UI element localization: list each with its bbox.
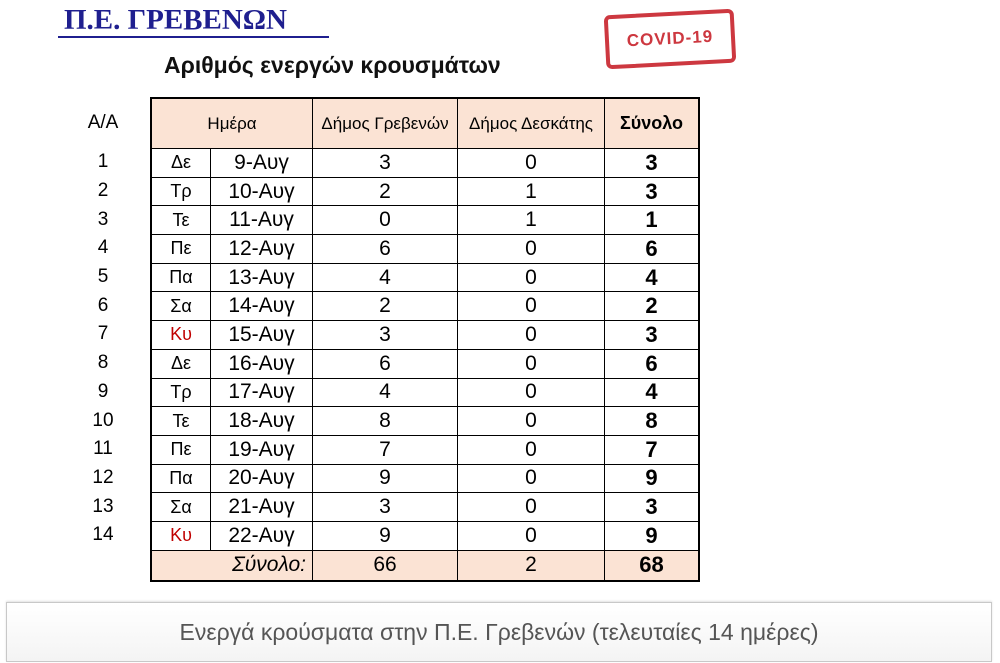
cell-date: 15-Αυγ bbox=[211, 321, 313, 350]
cell-deskati: 0 bbox=[458, 235, 605, 264]
table-row bbox=[151, 321, 699, 350]
table-row bbox=[151, 493, 699, 522]
covid-stamp: COVID-19 bbox=[604, 9, 737, 70]
row-index: 3 bbox=[97, 208, 109, 230]
cell-deskati: 0 bbox=[458, 435, 605, 464]
cell-date: 21-Αυγ bbox=[211, 493, 313, 522]
table-row bbox=[151, 521, 699, 550]
cell-deskati: 0 bbox=[458, 263, 605, 292]
cell-total: 9 bbox=[605, 521, 700, 550]
cell-date: 17-Αυγ bbox=[211, 378, 313, 407]
cell-deskati: 1 bbox=[458, 206, 605, 235]
cell-weekday: Τρ bbox=[151, 177, 211, 206]
header-deskati: Δήμος Δεσκάτης bbox=[458, 98, 605, 149]
index-column-header: Α/Α bbox=[87, 112, 119, 133]
cell-date: 20-Αυγ bbox=[211, 464, 313, 493]
cell-date: 14-Αυγ bbox=[211, 292, 313, 321]
cell-deskati: 0 bbox=[458, 292, 605, 321]
cell-total: 9 bbox=[605, 464, 700, 493]
table-header-row bbox=[151, 98, 699, 149]
cell-date: 10-Αυγ bbox=[211, 177, 313, 206]
table-row bbox=[151, 378, 699, 407]
cell-grevena: 6 bbox=[313, 349, 458, 378]
cell-total: 6 bbox=[605, 235, 700, 264]
cell-weekday: Τε bbox=[151, 206, 211, 235]
cell-total: 8 bbox=[605, 407, 700, 436]
row-index: 7 bbox=[97, 323, 109, 345]
page-title: Π.Ε. ΓΡΕΒΕΝΩΝ bbox=[58, 4, 329, 38]
cell-deskati: 0 bbox=[458, 149, 605, 178]
cell-grevena: 8 bbox=[313, 407, 458, 436]
cell-total: 3 bbox=[605, 493, 700, 522]
cell-deskati: 0 bbox=[458, 349, 605, 378]
cell-date: 22-Αυγ bbox=[211, 521, 313, 550]
cell-grevena: 4 bbox=[313, 378, 458, 407]
totals-grevena: 66 bbox=[313, 550, 458, 581]
cell-deskati: 0 bbox=[458, 321, 605, 350]
header-day: Ημέρα bbox=[151, 98, 313, 149]
cell-total: 3 bbox=[605, 177, 700, 206]
cell-grevena: 6 bbox=[313, 235, 458, 264]
totals-total: 68 bbox=[605, 550, 700, 581]
cell-weekday: Κυ bbox=[151, 321, 211, 350]
cell-weekday: Σα bbox=[151, 493, 211, 522]
totals-label: Σύνολο: bbox=[151, 550, 313, 581]
cell-total: 1 bbox=[605, 206, 700, 235]
cell-weekday: Σα bbox=[151, 292, 211, 321]
caption-text: Ενεργά κρούσματα στην Π.Ε. Γρεβενών (τελευταίες 14 ημέρες) bbox=[179, 618, 819, 645]
cell-total: 6 bbox=[605, 349, 700, 378]
cell-weekday: Πα bbox=[151, 263, 211, 292]
cell-date: 12-Αυγ bbox=[211, 235, 313, 264]
row-index: 9 bbox=[97, 380, 109, 402]
cell-grevena: 9 bbox=[313, 521, 458, 550]
cell-weekday: Δε bbox=[151, 149, 211, 178]
cell-total: 4 bbox=[605, 378, 700, 407]
cell-weekday: Τε bbox=[151, 407, 211, 436]
row-index: 14 bbox=[92, 524, 114, 546]
table-row bbox=[151, 464, 699, 493]
cell-weekday: Πε bbox=[151, 235, 211, 264]
header-grevena: Δήμος Γρεβενών bbox=[313, 98, 458, 149]
header-total: Σύνολο bbox=[605, 98, 700, 149]
cell-date: 13-Αυγ bbox=[211, 263, 313, 292]
table-row bbox=[151, 407, 699, 436]
totals-deskati: 2 bbox=[458, 550, 605, 581]
row-index: 10 bbox=[92, 409, 114, 431]
cell-grevena: 0 bbox=[313, 206, 458, 235]
cell-grevena: 3 bbox=[313, 149, 458, 178]
table-row bbox=[151, 235, 699, 264]
cell-grevena: 9 bbox=[313, 464, 458, 493]
table-row bbox=[151, 149, 699, 178]
caption-bar bbox=[6, 602, 992, 662]
table-row bbox=[151, 435, 699, 464]
table-row bbox=[151, 349, 699, 378]
row-index: 4 bbox=[97, 237, 109, 259]
row-index: 8 bbox=[97, 352, 109, 374]
cell-date: 16-Αυγ bbox=[211, 349, 313, 378]
row-index: 2 bbox=[97, 180, 109, 202]
cell-date: 18-Αυγ bbox=[211, 407, 313, 436]
cases-table bbox=[150, 97, 700, 582]
index-column bbox=[76, 98, 130, 550]
cell-weekday: Πε bbox=[151, 435, 211, 464]
cell-total: 3 bbox=[605, 149, 700, 178]
cell-grevena: 2 bbox=[313, 292, 458, 321]
cell-date: 9-Αυγ bbox=[211, 149, 313, 178]
row-index: 11 bbox=[93, 438, 113, 460]
table-row bbox=[151, 263, 699, 292]
cell-deskati: 0 bbox=[458, 407, 605, 436]
cell-deskati: 0 bbox=[458, 378, 605, 407]
cell-weekday: Τρ bbox=[151, 378, 211, 407]
cell-weekday: Κυ bbox=[151, 521, 211, 550]
cell-date: 11-Αυγ bbox=[211, 206, 313, 235]
cell-grevena: 3 bbox=[313, 321, 458, 350]
row-index: 6 bbox=[97, 294, 109, 316]
cell-date: 19-Αυγ bbox=[211, 435, 313, 464]
cell-deskati: 0 bbox=[458, 493, 605, 522]
table-row bbox=[151, 292, 699, 321]
totals-row bbox=[151, 550, 699, 581]
cell-grevena: 7 bbox=[313, 435, 458, 464]
cell-total: 7 bbox=[605, 435, 700, 464]
cell-total: 2 bbox=[605, 292, 700, 321]
cell-total: 4 bbox=[605, 263, 700, 292]
cell-weekday: Δε bbox=[151, 349, 211, 378]
table-row bbox=[151, 177, 699, 206]
cell-grevena: 4 bbox=[313, 263, 458, 292]
table-row bbox=[151, 206, 699, 235]
row-index: 12 bbox=[92, 466, 114, 488]
cell-total: 3 bbox=[605, 321, 700, 350]
cell-weekday: Πα bbox=[151, 464, 211, 493]
row-index: 13 bbox=[92, 495, 114, 517]
row-index: 1 bbox=[97, 151, 109, 173]
cell-deskati: 0 bbox=[458, 521, 605, 550]
cell-grevena: 2 bbox=[313, 177, 458, 206]
table-subtitle: Αριθμός ενεργών κρουσμάτων bbox=[164, 52, 501, 78]
cell-deskati: 1 bbox=[458, 177, 605, 206]
cell-deskati: 0 bbox=[458, 464, 605, 493]
row-index: 5 bbox=[97, 266, 109, 288]
cell-grevena: 3 bbox=[313, 493, 458, 522]
